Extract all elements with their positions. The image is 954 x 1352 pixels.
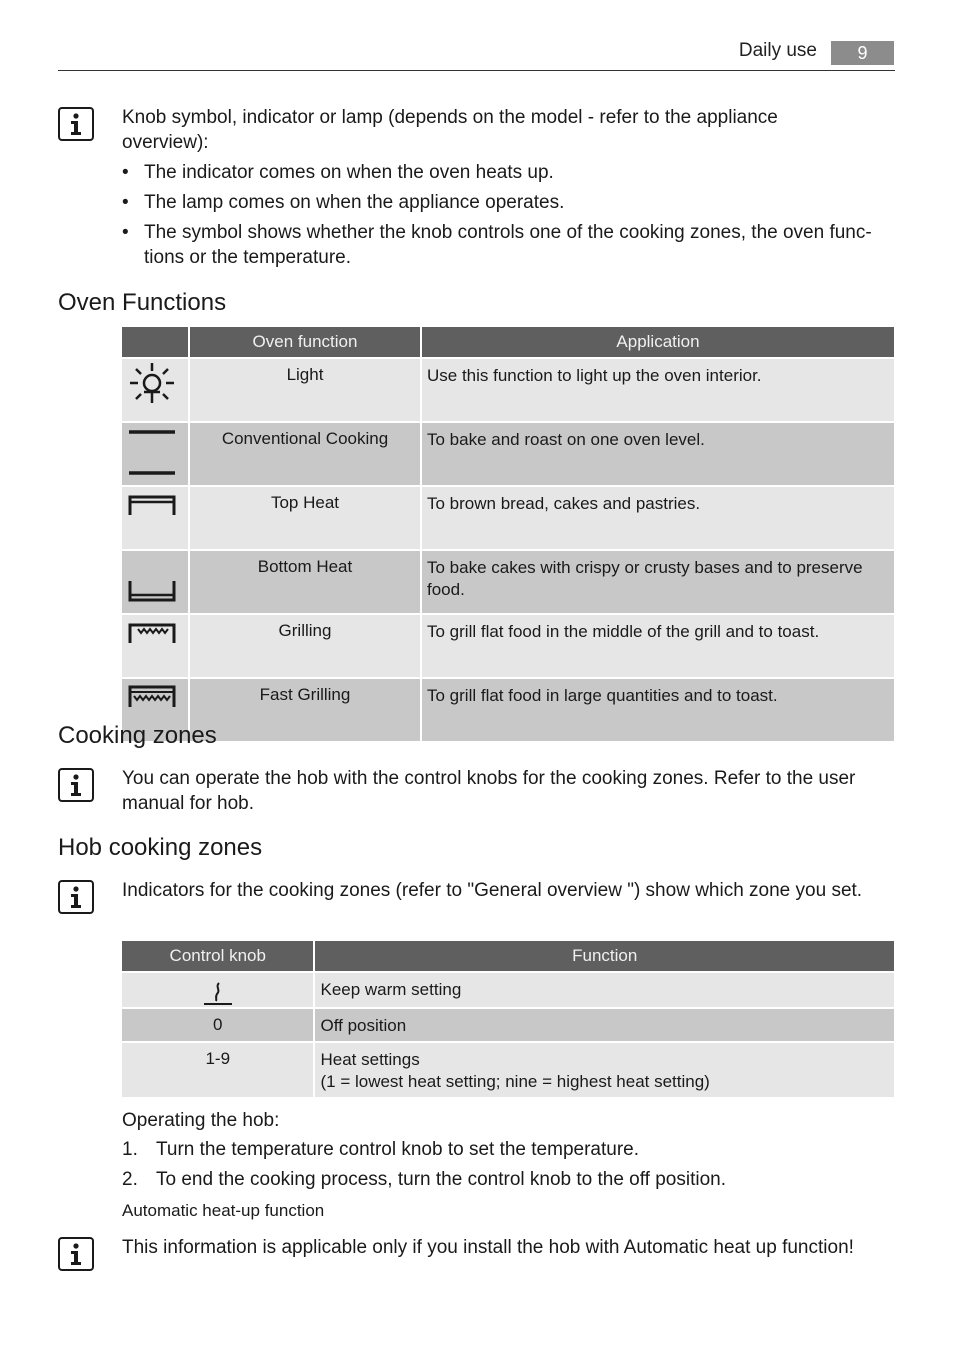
knob-note-list [122, 160, 882, 275]
operating-steps [122, 1137, 902, 1197]
oven-function-name: Grilling [190, 615, 420, 677]
knob-function: Keep warm setting [315, 973, 894, 1007]
list-item: • The symbol shows whether the knob controls one of the cooking zones, the oven func-tions or the temperature. [122, 220, 882, 270]
info-icon [58, 107, 94, 141]
oven-function-application: To bake cakes with crispy or crusty bases and to preserve food. [422, 551, 894, 613]
oven-function-application: To grill flat food in large quantities and to toast. [422, 679, 894, 741]
oven-function-name: Top Heat [190, 487, 420, 549]
info-icon [58, 768, 94, 802]
table-header: Oven function [190, 327, 420, 357]
oven-function-application: To grill flat food in the middle of the grill and to toast. [422, 615, 894, 677]
section-title: Daily use [738, 40, 817, 61]
step-text: To end the cooking process, turn the control knob to the off position. [156, 1169, 727, 1190]
oven-function-name: Bottom Heat [190, 551, 420, 613]
info-icon [58, 1237, 94, 1271]
cooking-zones-note: You can operate the hob with the control knobs for the cooking zones. Refer to the user manual for hob. [122, 768, 856, 814]
page-number: 9 [831, 41, 894, 65]
table-header: Function [315, 941, 894, 971]
table-row [122, 551, 894, 613]
operating-title: Operating the hob: [122, 1110, 280, 1131]
table-row [122, 1043, 894, 1097]
top-heat-icon [122, 487, 188, 549]
table-header-icon [122, 327, 188, 357]
knob-note-intro: Knob symbol, indicator or lamp (depends on the model - refer to the appliance overview): [122, 107, 778, 153]
hob-knob-table [120, 939, 896, 1099]
knob-setting: 0 [122, 1009, 313, 1041]
auto-heat-subheading: Automatic heat-up function [122, 1201, 325, 1220]
knob-function: Heat settings [320, 1050, 420, 1069]
knob-function-detail: (1 = lowest heat setting; nine = highest heat setting) [320, 1072, 710, 1091]
list-item [122, 1167, 902, 1192]
oven-function-application: Use this function to light up the oven interior. [422, 359, 894, 421]
table-header: Control knob [122, 941, 313, 971]
knob-function: Off position [315, 1009, 894, 1041]
grilling-icon [122, 615, 188, 677]
conventional-cooking-icon [122, 423, 188, 485]
knob-setting: 1-9 [122, 1043, 313, 1097]
oven-function-name: Light [190, 359, 420, 421]
table-row [122, 973, 894, 1007]
header-divider [58, 70, 895, 71]
oven-function-application: To brown bread, cakes and pastries. [422, 487, 894, 549]
auto-heat-note: This information is applicable only if you install the hob with Automatic heat up function! [122, 1237, 854, 1258]
step-number: 2. [122, 1169, 138, 1190]
table-row [122, 1009, 894, 1041]
hob-cooking-zones-heading: Hob cooking zones [58, 834, 263, 861]
table-row [122, 615, 894, 677]
bottom-heat-icon [122, 551, 188, 613]
info-icon [58, 880, 94, 914]
table-row [122, 679, 894, 741]
knob-function-cell [315, 1043, 894, 1097]
table-row [122, 487, 894, 549]
light-bulb-icon [122, 359, 188, 421]
oven-function-name: Conventional Cooking [190, 423, 420, 485]
hob-cooking-zones-note: Indicators for the cooking zones (refer to "General overview ") show which zone you set. [122, 880, 863, 901]
oven-functions-heading: Oven Functions [58, 289, 227, 316]
table-header: Application [422, 327, 894, 357]
oven-functions-table [120, 325, 896, 743]
list-item: • The indicator comes on when the oven heats up. [122, 160, 882, 185]
list-item: • The lamp comes on when the appliance operates. [122, 190, 882, 215]
list-item [122, 1137, 902, 1162]
oven-function-application: To bake and roast on one oven level. [422, 423, 894, 485]
oven-function-name: Fast Grilling [190, 679, 420, 741]
table-row [122, 359, 894, 421]
step-text: Turn the temperature control knob to set the temperature. [156, 1139, 639, 1160]
cooking-zones-heading: Cooking zones [58, 722, 217, 749]
table-row [122, 423, 894, 485]
step-number: 1. [122, 1139, 138, 1160]
keep-warm-icon [122, 973, 313, 1007]
